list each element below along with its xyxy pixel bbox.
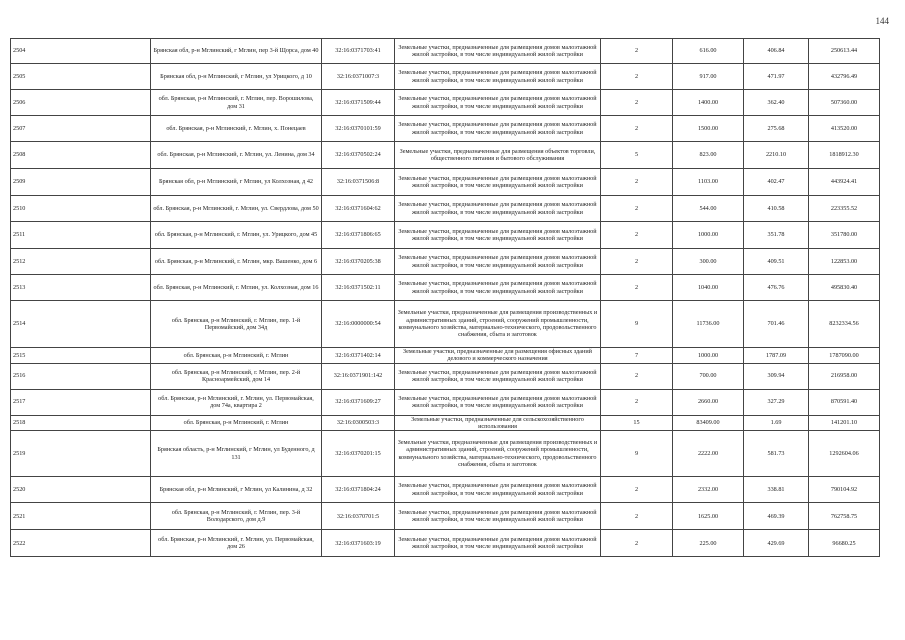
area-cell: 544.00 xyxy=(673,196,744,222)
use-code-cell: 2 xyxy=(601,530,673,557)
row-number-cell: 2510 xyxy=(11,196,151,222)
area-cell: 2222.00 xyxy=(673,431,744,477)
cadastral-value-cell: 495830.40 xyxy=(809,275,880,301)
cadastral-number-cell: 32:16:0371402:14 xyxy=(322,348,395,364)
cadastral-value-cell: 443924.41 xyxy=(809,169,880,196)
use-code-cell: 5 xyxy=(601,142,673,169)
row-number-cell: 2509 xyxy=(11,169,151,196)
cadastral-value-cell: 250613.44 xyxy=(809,39,880,64)
specific-value-cell: 476.76 xyxy=(744,275,809,301)
use-code-cell: 2 xyxy=(601,503,673,530)
cadastral-value-cell: 413520.00 xyxy=(809,116,880,142)
cadastral-number-cell: 32:16:0370101:59 xyxy=(322,116,395,142)
cadastral-value-cell: 351780.00 xyxy=(809,222,880,249)
table-row xyxy=(11,90,880,116)
specific-value-cell: 338.81 xyxy=(744,477,809,503)
address-cell: Брянская обл, р-н Мглинский, г Мглин, ул Калинина, д 32 xyxy=(151,477,322,503)
land-use-cell: Земельные участки, предназначенные для размещения домов малоэтажной жилой застройки, в том числе индивидуальной жилой застройки xyxy=(395,90,601,116)
address-cell: обл. Брянская, р-н Мглинский, г. Мглин, пер. 1-й Первомайский, дом 34д xyxy=(151,301,322,348)
use-code-cell: 15 xyxy=(601,415,673,431)
use-code-cell: 2 xyxy=(601,275,673,301)
row-number-cell: 2516 xyxy=(11,363,151,389)
specific-value-cell: 406.84 xyxy=(744,39,809,64)
address-cell: Брянская обл, р-н Мглинский, г Мглин, пер 3-й Щорса, дом 40 xyxy=(151,39,322,64)
land-use-cell: Земельные участки, предназначенные для размещения домов малоэтажной жилой застройки, в том числе индивидуальной жилой застройки xyxy=(395,196,601,222)
table-row xyxy=(11,530,880,557)
row-number-cell: 2517 xyxy=(11,389,151,415)
land-use-cell: Земельные участки, предназначенные для размещения офисных зданий делового и коммерческого назначения xyxy=(395,348,601,364)
area-cell: 1103.00 xyxy=(673,169,744,196)
table-row xyxy=(11,415,880,431)
table-row xyxy=(11,222,880,249)
address-cell: обл. Брянская, р-н Мглинский, г. Мглин, ул. Ленина, дом 34 xyxy=(151,142,322,169)
area-cell: 300.00 xyxy=(673,249,744,275)
row-number-cell: 2511 xyxy=(11,222,151,249)
cadastral-value-cell: 1787090.00 xyxy=(809,348,880,364)
use-code-cell: 2 xyxy=(601,363,673,389)
table-row xyxy=(11,249,880,275)
land-registry-table xyxy=(10,38,880,557)
land-use-cell: Земельные участки, предназначенные для размещения домов малоэтажной жилой застройки, в том числе индивидуальной жилой застройки xyxy=(395,503,601,530)
area-cell: 225.00 xyxy=(673,530,744,557)
cadastral-number-cell: 32:16:0371007:3 xyxy=(322,64,395,90)
cadastral-value-cell: 432796.49 xyxy=(809,64,880,90)
cadastral-number-cell: 32:16:0370201:15 xyxy=(322,431,395,477)
row-number-cell: 2507 xyxy=(11,116,151,142)
specific-value-cell: 409.51 xyxy=(744,249,809,275)
land-use-cell: Земельные участки, предназначенные для сельскохозяйственного использования xyxy=(395,415,601,431)
land-use-cell: Земельные участки, предназначенные для размещения производственных и административных зданий, строений, сооружений промышленности, коммунального хозяйства, материально-технического, продовольственного снабжения, сбыта и заготовок xyxy=(395,301,601,348)
area-cell: 2660.00 xyxy=(673,389,744,415)
row-number-cell: 2512 xyxy=(11,249,151,275)
use-code-cell: 2 xyxy=(601,39,673,64)
land-use-cell: Земельные участки, предназначенные для размещения домов малоэтажной жилой застройки, в том числе индивидуальной жилой застройки xyxy=(395,169,601,196)
cadastral-number-cell: 32:16:0300503:3 xyxy=(322,415,395,431)
use-code-cell: 2 xyxy=(601,90,673,116)
area-cell: 700.00 xyxy=(673,363,744,389)
row-number-cell: 2518 xyxy=(11,415,151,431)
table-row xyxy=(11,348,880,364)
address-cell: обл. Брянская, р-н Мглинский, г. Мглин, пер. 3-й Володарского, дом д.9 xyxy=(151,503,322,530)
cadastral-value-cell: 790104.92 xyxy=(809,477,880,503)
use-code-cell: 9 xyxy=(601,301,673,348)
table-row xyxy=(11,363,880,389)
specific-value-cell: 309.94 xyxy=(744,363,809,389)
use-code-cell: 2 xyxy=(601,196,673,222)
address-cell: обл. Брянская, р-н Мглинский, г. Мглин, ул. Свердлова, дом 50 xyxy=(151,196,322,222)
specific-value-cell: 2210.10 xyxy=(744,142,809,169)
row-number-cell: 2515 xyxy=(11,348,151,364)
cadastral-value-cell: 762758.75 xyxy=(809,503,880,530)
address-cell: Брянская обл, р-н Мглинский, г Мглин, ул Колхозная, д 42 xyxy=(151,169,322,196)
land-use-cell: Земельные участки, предназначенные для размещения домов малоэтажной жилой застройки, в том числе индивидуальной жилой застройки xyxy=(395,530,601,557)
specific-value-cell: 351.78 xyxy=(744,222,809,249)
table-row xyxy=(11,275,880,301)
row-number-cell: 2520 xyxy=(11,477,151,503)
use-code-cell: 2 xyxy=(601,249,673,275)
area-cell: 616.00 xyxy=(673,39,744,64)
land-use-cell: Земельные участки, предназначенные для размещения объектов торговли, общественного питания и бытового обслуживания xyxy=(395,142,601,169)
table-body xyxy=(11,39,880,557)
specific-value-cell: 402.47 xyxy=(744,169,809,196)
use-code-cell: 2 xyxy=(601,477,673,503)
area-cell: 2332.00 xyxy=(673,477,744,503)
land-use-cell: Земельные участки, предназначенные для размещения домов малоэтажной жилой застройки, в том числе индивидуальной жилой застройки xyxy=(395,477,601,503)
address-cell: обл. Брянская, р-н Мглинский, г. Мглин, ул. Первомайская, дом 26 xyxy=(151,530,322,557)
address-cell: обл. Брянская, р-н Мглинский, г. Мглин, пер. Ворошилова, дом 31 xyxy=(151,90,322,116)
row-number-cell: 2521 xyxy=(11,503,151,530)
land-use-cell: Земельные участки, предназначенные для размещения домов малоэтажной жилой застройки, в том числе индивидуальной жилой застройки xyxy=(395,222,601,249)
specific-value-cell: 410.58 xyxy=(744,196,809,222)
specific-value-cell: 1787.09 xyxy=(744,348,809,364)
address-cell: обл. Брянская, р-н Мглинский, г. Мглин, х. Понецаев xyxy=(151,116,322,142)
row-number-cell: 2504 xyxy=(11,39,151,64)
use-code-cell: 9 xyxy=(601,431,673,477)
row-number-cell: 2519 xyxy=(11,431,151,477)
area-cell: 1500.00 xyxy=(673,116,744,142)
table-row xyxy=(11,169,880,196)
row-number-cell: 2508 xyxy=(11,142,151,169)
cadastral-value-cell: 96680.25 xyxy=(809,530,880,557)
cadastral-number-cell: 32:16:0371604:62 xyxy=(322,196,395,222)
cadastral-value-cell: 8232334.56 xyxy=(809,301,880,348)
row-number-cell: 2514 xyxy=(11,301,151,348)
area-cell: 1400.00 xyxy=(673,90,744,116)
cadastral-number-cell: 32:16:0371804:24 xyxy=(322,477,395,503)
cadastral-number-cell: 32:16:0371901:142 xyxy=(322,363,395,389)
cadastral-value-cell: 122853.00 xyxy=(809,249,880,275)
land-use-cell: Земельные участки, предназначенные для размещения производственных и административных зданий, строений, сооружений промышленности, коммунального хозяйства, материально-технического, продовольственного снабжения, сбыта и заготовок xyxy=(395,431,601,477)
specific-value-cell: 327.29 xyxy=(744,389,809,415)
row-number-cell: 2513 xyxy=(11,275,151,301)
row-number-cell: 2506 xyxy=(11,90,151,116)
area-cell: 1625.00 xyxy=(673,503,744,530)
cadastral-number-cell: 32:16:0371806:65 xyxy=(322,222,395,249)
use-code-cell: 7 xyxy=(601,348,673,364)
cadastral-number-cell: 32:16:0370502:24 xyxy=(322,142,395,169)
cadastral-value-cell: 1292604.06 xyxy=(809,431,880,477)
land-use-cell: Земельные участки, предназначенные для размещения домов малоэтажной жилой застройки, в том числе индивидуальной жилой застройки xyxy=(395,116,601,142)
area-cell: 917.00 xyxy=(673,64,744,90)
area-cell: 1000.00 xyxy=(673,222,744,249)
cadastral-number-cell: 32:16:0370701:5 xyxy=(322,503,395,530)
row-number-cell: 2505 xyxy=(11,64,151,90)
cadastral-value-cell: 507360.00 xyxy=(809,90,880,116)
cadastral-number-cell: 32:16:0371509:44 xyxy=(322,90,395,116)
use-code-cell: 2 xyxy=(601,64,673,90)
table-row xyxy=(11,431,880,477)
cadastral-number-cell: 32:16:0370205:38 xyxy=(322,249,395,275)
table-row xyxy=(11,142,880,169)
specific-value-cell: 469.39 xyxy=(744,503,809,530)
specific-value-cell: 275.68 xyxy=(744,116,809,142)
cadastral-number-cell: 32:16:0371603:19 xyxy=(322,530,395,557)
table-row xyxy=(11,503,880,530)
table-row xyxy=(11,477,880,503)
specific-value-cell: 362.40 xyxy=(744,90,809,116)
cadastral-number-cell: 32:16:0371506:8 xyxy=(322,169,395,196)
land-use-cell: Земельные участки, предназначенные для размещения домов малоэтажной жилой застройки, в том числе индивидуальной жилой застройки xyxy=(395,249,601,275)
area-cell: 1040.00 xyxy=(673,275,744,301)
specific-value-cell: 429.69 xyxy=(744,530,809,557)
table-row xyxy=(11,39,880,64)
row-number-cell: 2522 xyxy=(11,530,151,557)
table-row xyxy=(11,116,880,142)
use-code-cell: 2 xyxy=(601,222,673,249)
cadastral-number-cell: 32:16:0371502:11 xyxy=(322,275,395,301)
cadastral-value-cell: 141201.10 xyxy=(809,415,880,431)
use-code-cell: 2 xyxy=(601,169,673,196)
table-row xyxy=(11,196,880,222)
specific-value-cell: 581.73 xyxy=(744,431,809,477)
cadastral-value-cell: 870591.40 xyxy=(809,389,880,415)
area-cell: 11736.00 xyxy=(673,301,744,348)
use-code-cell: 2 xyxy=(601,389,673,415)
land-use-cell: Земельные участки, предназначенные для размещения домов малоэтажной жилой застройки, в том числе индивидуальной жилой застройки xyxy=(395,389,601,415)
page-number: 144 xyxy=(875,16,889,26)
specific-value-cell: 1.69 xyxy=(744,415,809,431)
cadastral-number-cell: 32:16:0371703:41 xyxy=(322,39,395,64)
table-row xyxy=(11,64,880,90)
address-cell: обл. Брянская, р-н Мглинский, г. Мглин, ул. Колхозная, дом 16 xyxy=(151,275,322,301)
use-code-cell: 2 xyxy=(601,116,673,142)
table-row xyxy=(11,389,880,415)
address-cell: обл. Брянская, р-н Мглинский, г. Мглин xyxy=(151,348,322,364)
address-cell: Брянская обл, р-н Мглинский, г Мглин, ул Урицкого, д 10 xyxy=(151,64,322,90)
address-cell: обл. Брянская, р-н Мглинский, г. Мглин xyxy=(151,415,322,431)
land-use-cell: Земельные участки, предназначенные для размещения домов малоэтажной жилой застройки, в том числе индивидуальной жилой застройки xyxy=(395,363,601,389)
address-cell: Брянская область, р-н Мглинский, г Мглин, ул Буденного, д 131 xyxy=(151,431,322,477)
land-use-cell: Земельные участки, предназначенные для размещения домов малоэтажной жилой застройки, в том числе индивидуальной жилой застройки xyxy=(395,64,601,90)
address-cell: обл. Брянская, р-н Мглинский, г. Мглин, мкр. Вашенко, дом 6 xyxy=(151,249,322,275)
cadastral-value-cell: 223355.52 xyxy=(809,196,880,222)
area-cell: 823.00 xyxy=(673,142,744,169)
specific-value-cell: 471.97 xyxy=(744,64,809,90)
address-cell: обл. Брянская, р-н Мглинский, г. Мглин, пер. 2-й Красноармейский, дом 14 xyxy=(151,363,322,389)
cadastral-value-cell: 1818912.30 xyxy=(809,142,880,169)
area-cell: 83409.00 xyxy=(673,415,744,431)
land-use-cell: Земельные участки, предназначенные для размещения домов малоэтажной жилой застройки, в том числе индивидуальной жилой застройки xyxy=(395,275,601,301)
land-use-cell: Земельные участки, предназначенные для размещения домов малоэтажной жилой застройки, в том числе индивидуальной жилой застройки xyxy=(395,39,601,64)
address-cell: обл. Брянская, р-н Мглинский, г. Мглин, ул. Первомайская, дом 74а, квартира 2 xyxy=(151,389,322,415)
cadastral-number-cell: 32:16:0000000:54 xyxy=(322,301,395,348)
cadastral-value-cell: 216958.00 xyxy=(809,363,880,389)
area-cell: 1000.00 xyxy=(673,348,744,364)
specific-value-cell: 701.46 xyxy=(744,301,809,348)
table-row xyxy=(11,301,880,348)
cadastral-number-cell: 32:16:0371609:27 xyxy=(322,389,395,415)
address-cell: обл. Брянская, р-н Мглинский, г. Мглин, ул. Урицкого, дом 45 xyxy=(151,222,322,249)
